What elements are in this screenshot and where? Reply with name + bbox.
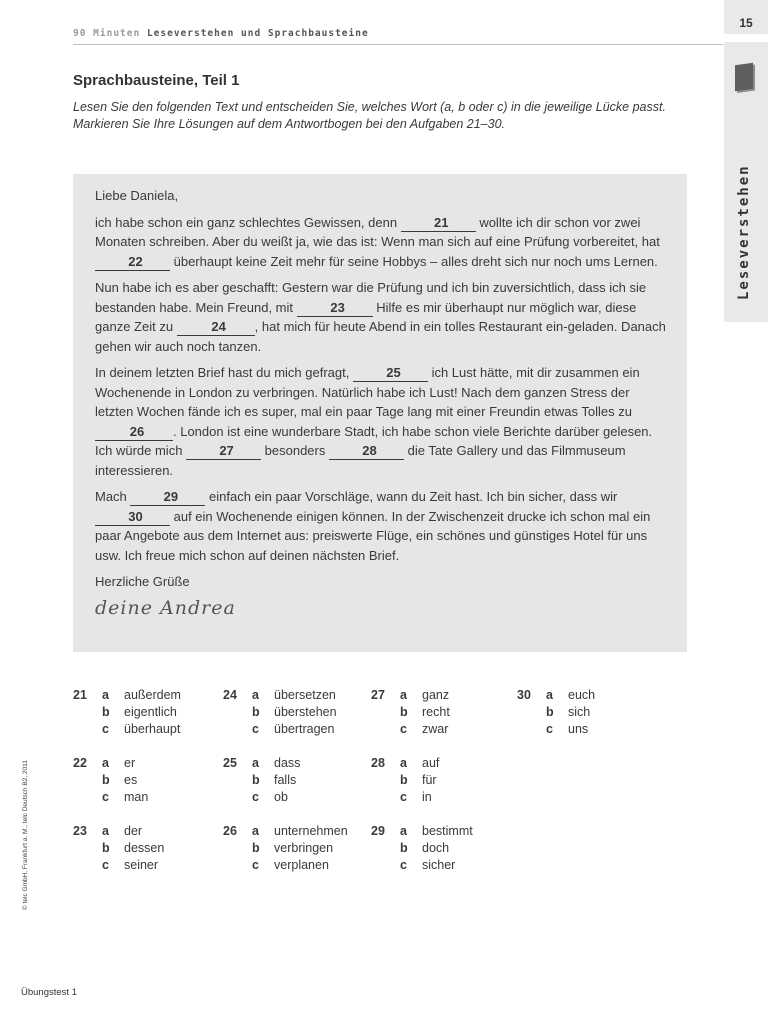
option-b: b doch <box>400 841 450 855</box>
option-a: a übersetzen <box>252 688 336 702</box>
question-number: 30 <box>517 688 531 702</box>
instructions: Lesen Sie den folgenden Text und entscheiden Sie, welches Wort (a, b oder c) in die jeweilige Lücke passt. Markieren Sie Ihre Lösungen auf dem Antwortbogen bei den Aufgaben 21–30. <box>73 100 666 131</box>
letter-salutation: Liebe Daniela, <box>95 188 179 203</box>
option-c: c in <box>400 790 432 804</box>
gap-27: 27 <box>186 443 261 460</box>
question-number: 29 <box>371 824 385 838</box>
option-b: b es <box>102 773 138 787</box>
gap-25: 25 <box>353 365 428 382</box>
question-number: 21 <box>73 688 87 702</box>
option-b: b falls <box>252 773 297 787</box>
question-number: 27 <box>371 688 385 702</box>
question-number: 25 <box>223 756 237 770</box>
option-c: c verplanen <box>252 858 329 872</box>
letter-paragraph-2: Nun habe ich es aber geschafft: Gestern war die Prüfung und ich bin zuversichtlich, dass ich sie bestanden habe. Mein Freund, mit 23 Hilfe es mir überhaupt nur möglich war, diese ganze Zeit zu 24 , hat mich für heute Abend in ein tolles Restaurant ein-geladen. Danach gehen wir auch noch tanzen. <box>95 280 666 354</box>
gap-22: 22 <box>95 254 170 271</box>
page-number: 15 <box>724 0 768 34</box>
option-c: c übertragen <box>252 722 335 736</box>
option-c: c seiner <box>102 858 159 872</box>
section-side-tab <box>724 42 768 322</box>
section-title: Sprachbausteine, Teil 1 <box>73 72 240 89</box>
gap-21: 21 <box>401 215 476 232</box>
question-number: 22 <box>73 756 87 770</box>
letter-paragraph-3: In deinem letzten Brief hast du mich gefragt, 25 ich Lust hätte, mit dir zusammen ein Wochenende in London zu verbringen. Natürlich habe ich Lust! Nach dem ganzen Stress der letzten Wochen fände ich es super, mal ein paar Tage lang mit einer Freundin etwas Tolles zu 26 . London ist eine wunderbare Stadt, ich habe schon viele Berichte darüber gelesen. Ich würde mich 27 besonders 28 die Tate Gallery und das Filmmuseum interessieren. <box>95 365 653 478</box>
option-b: b recht <box>400 705 450 719</box>
option-b: b überstehen <box>252 705 337 719</box>
option-a: a auf <box>400 756 440 770</box>
gap-23: 23 <box>297 300 373 317</box>
option-b: b sich <box>546 705 591 719</box>
book-icon <box>735 63 753 92</box>
option-a: a unternehmen <box>252 824 348 838</box>
option-a: a der <box>102 824 143 838</box>
side-tab-label: Leseverstehen <box>736 164 752 300</box>
letter-paragraph-4: Mach 29 einfach ein paar Vorschläge, wann du Zeit hast. Ich bin sicher, dass wir 30 auf ein Wochenende einigen können. In der Zwischenzeit drucke ich schon mal ein paar Angebote aus dem Internet aus: preiswerte Flüge, ein schönes und günstiges Hotel für uns usw. Ich freue mich schon auf deinen nächsten Brief. <box>95 489 651 563</box>
letter-paragraph-1: ich habe schon ein ganz schlechtes Gewissen, denn 21 wollte ich dir schon vor zwei Monaten schreiben. Aber du weißt ja, wie das ist: Wenn man sich auf eine Prüfung vorbereitet, hat 22 überhaupt keine Zeit mehr für seine Hobbys – alles dreht sich nur noch ums Lernen. <box>95 214 660 269</box>
letter-signature: deine Andrea <box>95 596 236 619</box>
option-a: a bestimmt <box>400 824 473 838</box>
option-b: b verbringen <box>252 841 334 855</box>
header-prefix: 90 Minuten <box>73 28 141 39</box>
gap-26: 26 <box>95 424 173 441</box>
option-b: b eigentlich <box>102 705 177 719</box>
page-footer: Übungstest 1 <box>21 987 77 998</box>
option-c: c uns <box>546 722 589 736</box>
option-a: a ganz <box>400 688 450 702</box>
option-c: c ob <box>252 790 288 804</box>
question-number: 23 <box>73 824 87 838</box>
option-c: c sicher <box>400 858 456 872</box>
option-a: a dass <box>252 756 301 770</box>
header-title: Leseverstehen und Sprachbausteine <box>146 28 369 39</box>
gap-28: 28 <box>329 443 404 460</box>
question-number: 24 <box>223 688 237 702</box>
gap-29: 29 <box>130 489 205 506</box>
letter-closing: Herzliche Grüße <box>95 574 190 589</box>
option-a: a außerdem <box>102 688 181 702</box>
option-a: a euch <box>546 688 596 702</box>
option-b: b dessen <box>102 841 165 855</box>
option-a: a er <box>102 756 136 770</box>
option-b: b für <box>400 773 437 787</box>
question-number: 28 <box>371 756 385 770</box>
copyright-notice: © telc GmbH, Frankfurt a. M., telc Deutsch B2, 2011 <box>22 760 29 910</box>
gap-24: 24 <box>177 319 255 336</box>
gap-30: 30 <box>95 509 170 526</box>
option-c: c man <box>102 790 149 804</box>
running-header <box>73 28 723 45</box>
question-number: 26 <box>223 824 237 838</box>
answer-options <box>73 687 673 887</box>
letter-text <box>95 186 667 618</box>
option-c: c zwar <box>400 722 449 736</box>
option-c: c überhaupt <box>102 722 181 736</box>
